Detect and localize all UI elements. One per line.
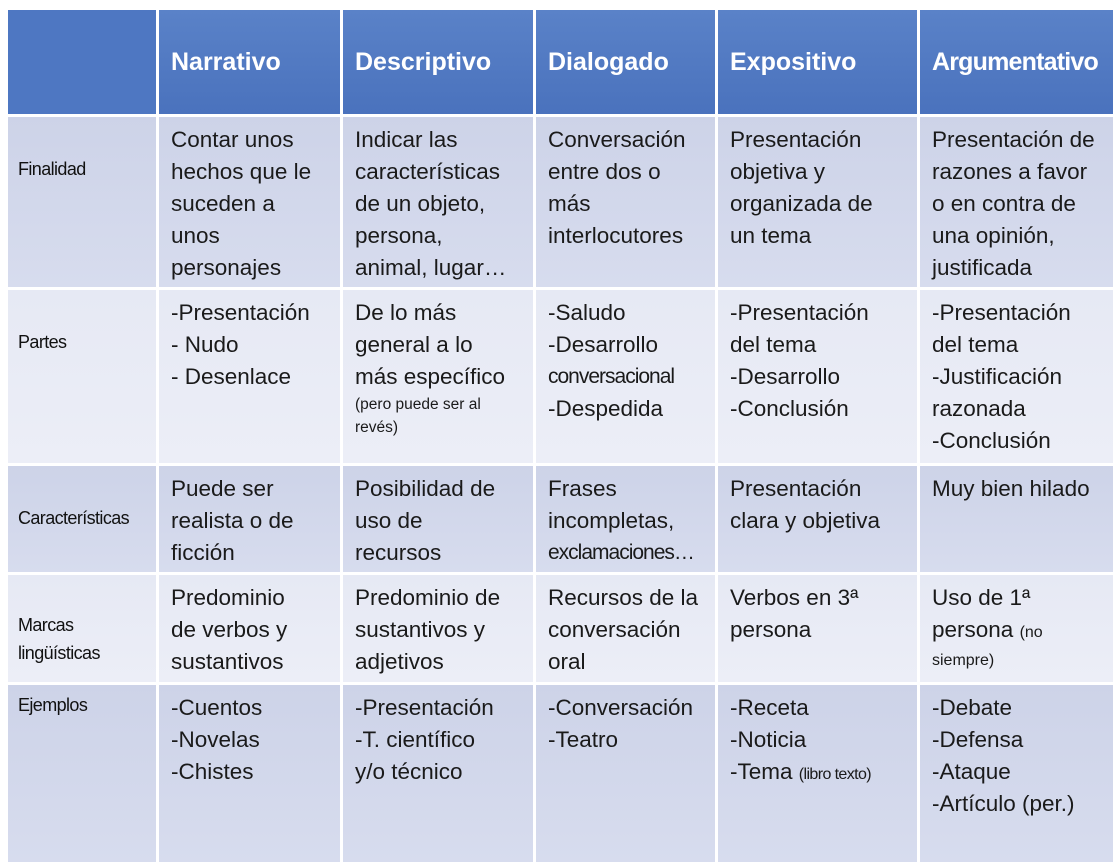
cell-line: Predominio (171, 585, 285, 610)
cell-finalidad-expositivo (718, 117, 917, 287)
cell-line: conversación (548, 617, 681, 642)
cell-line: sustantivos y (355, 617, 486, 642)
cell-partes-expositivo (718, 290, 917, 463)
column-header-expositivo: Expositivo (718, 10, 917, 114)
cell-line: adjetivos (355, 649, 444, 674)
cell-line: ficción (171, 540, 235, 565)
cell-line: del tema (730, 332, 817, 357)
cell-finalidad-dialogado (536, 117, 715, 287)
cell-line: -Saludo (548, 300, 626, 325)
column-header-argumentativo: Argumentativo (920, 10, 1113, 114)
cell-line: -Presentación (171, 300, 310, 325)
cell-line: persona, (355, 223, 443, 248)
cell-line: objetiva y (730, 159, 826, 184)
row-label-partes: Partes (8, 290, 156, 463)
cell-note: (libro texto) (798, 766, 872, 783)
cell-line: hechos que le (171, 159, 312, 184)
cell-line: -Noticia (730, 727, 807, 752)
cell-line: o en contra de (932, 191, 1076, 216)
cell-line: -Cuentos (171, 695, 263, 720)
cell-finalidad-argumentativo (920, 117, 1113, 287)
cell-caracteristicas-argumentativo (920, 466, 1113, 572)
cell-note: (pero puede ser al (355, 396, 481, 413)
cell-line: -Debate (932, 695, 1013, 720)
cell-line: más específico (355, 364, 506, 389)
cell-marcas-dialogado (536, 575, 715, 682)
cell-caracteristicas-expositivo (718, 466, 917, 572)
cell-caracteristicas-descriptivo (343, 466, 533, 572)
cell-line: justificada (932, 255, 1033, 280)
cell-ejemplos-expositivo (718, 685, 917, 862)
cell-line: Presentación (730, 476, 862, 501)
cell-finalidad-descriptivo (343, 117, 533, 287)
row-label-ejemplos: Ejemplos (8, 685, 156, 862)
cell-line (932, 614, 1113, 649)
cell-line: -Conclusión (932, 428, 1051, 453)
cell-partes-dialogado (536, 290, 715, 463)
cell-line: Predominio de (355, 585, 501, 610)
cell-line: clara y objetiva (730, 508, 881, 533)
cell-partes-argumentativo (920, 290, 1113, 463)
cell-line: -Despedida (548, 396, 664, 421)
cell-line: - Desenlace (171, 364, 292, 389)
cell-line: -Justificación (932, 364, 1063, 389)
cell-line: general a lo (355, 332, 473, 357)
cell-line: del tema (932, 332, 1019, 357)
cell-line: persona (730, 617, 812, 642)
column-header-dialogado: Dialogado (536, 10, 715, 114)
cell-ejemplos-narrativo (159, 685, 340, 862)
cell-line: Posibilidad de (355, 476, 496, 501)
cell-line: realista o de (171, 508, 294, 533)
cell-line: -T. científico (355, 727, 476, 752)
cell-line: entre dos o (548, 159, 661, 184)
row-label-line: lingüísticas (18, 643, 100, 663)
cell-line: razones a favor (932, 159, 1088, 184)
cell-line: -Teatro (548, 727, 619, 752)
cell-line: y/o técnico (355, 759, 463, 784)
cell-line: Puede ser (171, 476, 274, 501)
cell-line: -Ataque (932, 759, 1011, 784)
cell-line: -Conclusión (730, 396, 849, 421)
cell-line: -Presentación (730, 300, 869, 325)
cell-line: -Defensa (932, 727, 1024, 752)
cell-line: Muy bien hilado (932, 476, 1090, 501)
cell-line: Verbos en 3ª (730, 585, 859, 610)
cell-line: Conversación (548, 127, 686, 152)
cell-line: -Novelas (171, 727, 260, 752)
cell-line: Presentación de (932, 127, 1095, 152)
cell-line: animal, lugar… (355, 255, 507, 280)
cell-line: De lo más (355, 300, 457, 325)
cell-line: -Desarrollo (730, 364, 841, 389)
cell-note: revés) (355, 419, 399, 436)
cell-line: -Desarrollo (548, 332, 659, 357)
cell-line: Contar unos (171, 127, 294, 152)
cell-text: -Tema (730, 759, 793, 784)
cell-line: una opinión, (932, 223, 1055, 248)
cell-line: unos (171, 223, 220, 248)
cell-line: -Presentación (355, 695, 494, 720)
cell-line: sustantivos (171, 649, 284, 674)
cell-line: Uso de 1ª (932, 585, 1031, 610)
cell-line: - Nudo (171, 332, 239, 357)
cell-ejemplos-dialogado (536, 685, 715, 862)
cell-line: Presentación (730, 127, 862, 152)
cell-line: de verbos y (171, 617, 288, 642)
cell-line: recursos (355, 540, 442, 565)
cell-line: organizada de (730, 191, 873, 216)
cell-line: conversacional (548, 365, 675, 388)
cell-line: -Receta (730, 695, 809, 720)
cell-line: Recursos de la (548, 585, 699, 610)
cell-line: interlocutores (548, 223, 684, 248)
cell-note: (no (1019, 624, 1043, 641)
cell-line: Indicar las (355, 127, 458, 152)
cell-line (730, 756, 911, 791)
cell-line: -Conversación (548, 695, 694, 720)
cell-ejemplos-descriptivo (343, 685, 533, 862)
cell-line: oral (548, 649, 586, 674)
row-label-finalidad: Finalidad (8, 117, 156, 287)
cell-line: de un objeto, (355, 191, 486, 216)
cell-marcas-argumentativo (920, 575, 1113, 682)
row-label-line: Marcas (18, 615, 74, 635)
cell-partes-narrativo (159, 290, 340, 463)
cell-finalidad-narrativo (159, 117, 340, 287)
column-header-descriptivo: Descriptivo (343, 10, 533, 114)
cell-caracteristicas-narrativo (159, 466, 340, 572)
cell-line: -Artículo (per.) (932, 791, 1075, 816)
cell-caracteristicas-dialogado (536, 466, 715, 572)
cell-line: -Chistes (171, 759, 254, 784)
cell-line: -Presentación (932, 300, 1071, 325)
cell-line: uso de (355, 508, 423, 533)
cell-text: persona (932, 617, 1014, 642)
cell-line: exclamaciones… (548, 541, 694, 564)
cell-line: un tema (730, 223, 812, 248)
cell-marcas-narrativo (159, 575, 340, 682)
cell-marcas-descriptivo (343, 575, 533, 682)
comparison-table (8, 10, 1104, 847)
column-header-narrativo: Narrativo (159, 10, 340, 114)
row-label-marcas-linguisticas (8, 575, 156, 682)
row-label-caracteristicas: Características (8, 466, 156, 572)
cell-line: Frases (548, 476, 617, 501)
cell-line: personajes (171, 255, 282, 280)
cell-line: suceden a (171, 191, 275, 216)
cell-line: características (355, 159, 501, 184)
cell-line: más (548, 191, 591, 216)
cell-partes-descriptivo (343, 290, 533, 463)
cell-marcas-expositivo (718, 575, 917, 682)
cell-ejemplos-argumentativo (920, 685, 1113, 862)
cell-line: razonada (932, 396, 1026, 421)
header-corner-cell (8, 10, 156, 114)
cell-note: siempre) (932, 652, 995, 669)
cell-line: incompletas, (548, 508, 675, 533)
